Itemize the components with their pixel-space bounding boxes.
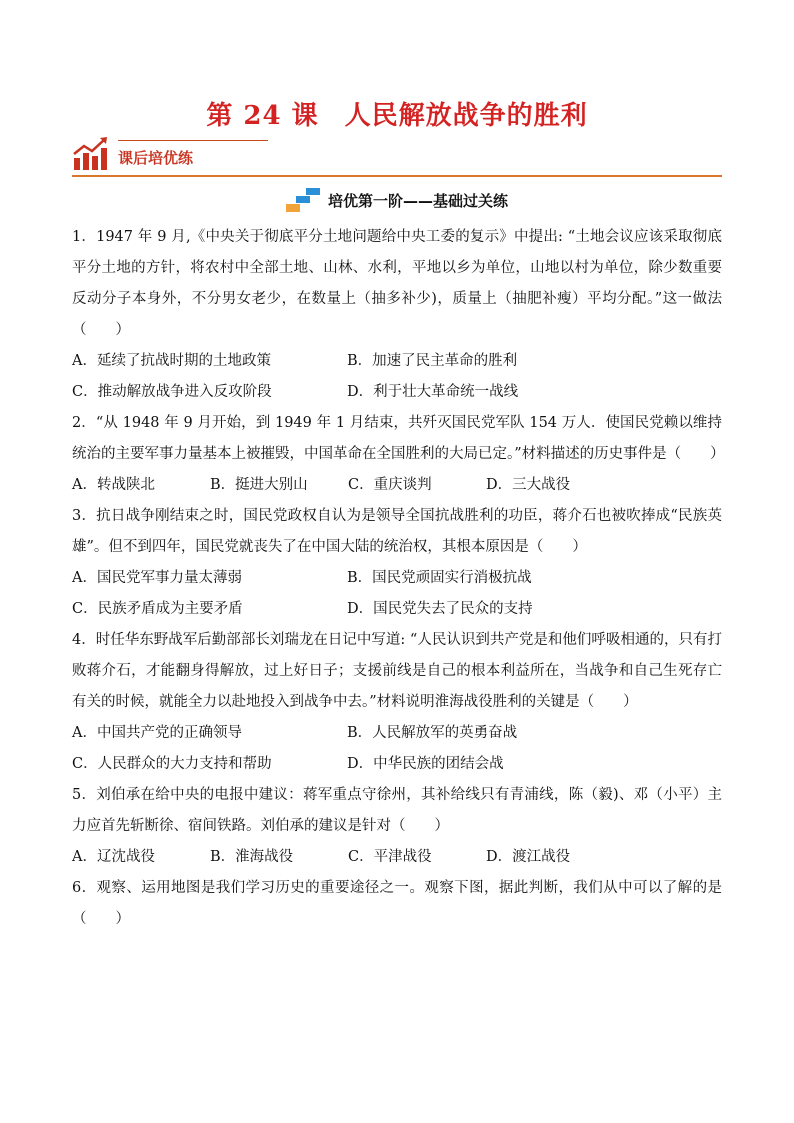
option-c: C．平津战役 (348, 849, 432, 865)
question-list (72, 222, 725, 935)
question-stem: 1．1947 年 9 月,《中央关于彻底平分土地问题给中央工委的复示》中提出: “土地会议应该采取彻底平分土地的方针，将农村中全部土地、山林、水利，平地以乡为单位，山地以村为单位，除少数重要反动分子本身外，不分男女老少，在数量上（抽多补少)，质量上（抽肥补瘦）平均分配。”这一做法（ ） (72, 229, 722, 338)
option-b: B．挺进大别山 (210, 477, 308, 493)
steps-icon (286, 188, 320, 214)
question-stem: 2．“从 1948 年 9 月开始，到 1949 年 1 月结束，共歼灭国民党军队 154 万人．使国民党赖以维持统治的主要军事力量基本上被摧毁，中国革命在全国胜利的大局已定。”材料描述的历史事件是（ ） (72, 415, 725, 462)
option-a: A．中国共产党的正确领导 (72, 725, 242, 741)
option-a: A．延续了抗战时期的土地政策 (72, 353, 271, 369)
title-main: 人民解放战争的胜利 (344, 101, 588, 131)
question-stem: 5．刘伯承在给中央的电报中建议：蒋军重点守徐州，其补给线只有青浦线，陈（毅)、邓（小平）主力应首先斩断徐、宿间铁路。刘伯承的建议是针对（ ） (72, 787, 722, 834)
section-banner (72, 134, 722, 178)
option-b: B．加速了民主革命的胜利 (347, 353, 518, 369)
chart-growth-icon (72, 136, 108, 172)
option-c: C．重庆谈判 (348, 477, 432, 493)
page-title (0, 96, 794, 136)
option-a: A．国民党军事力量太薄弱 (72, 570, 242, 586)
option-b: B．人民解放军的英勇奋战 (347, 725, 518, 741)
option-c: C．推动解放战争进入反攻阶段 (72, 384, 272, 400)
option-d: D．渡江战役 (486, 849, 571, 865)
banner-label: 课后培优练 (118, 149, 194, 167)
option-c: C．民族矛盾成为主要矛盾 (72, 601, 243, 617)
question-6 (72, 873, 722, 935)
question-stem: 4．时任华东野战军后勤部部长刘瑞龙在日记中写道: “人民认识到共产党是和他们呼吸相通的，只有打败蒋介石，才能翻身得解放，过上好日子；支援前线是自己的根本利益所在，当战争和自己生死存亡有关的时候，就能全力以赴地投入到战争中去。”材料说明淮海战役胜利的关键是（ ） (72, 632, 722, 710)
option-d: D．三大战役 (486, 477, 571, 493)
section-title: 培优第一阶——基础过关练 (327, 192, 508, 210)
question-3 (72, 501, 722, 625)
banner-divider (72, 175, 722, 177)
question-stem: 3．抗日战争刚结束之时，国民党政权自认为是领导全国抗战胜利的功臣，蒋介石也被吹捧成“民族英雄”。但不到四年，国民党就丧失了在中国大陆的统治权，其根本原因是（ ） (72, 508, 722, 555)
option-d: D．利于壮大革命统一战线 (347, 384, 519, 400)
question-5 (72, 780, 722, 873)
option-b: B．国民党顽固实行消极抗战 (347, 570, 532, 586)
title-lesson: 第 24 课 (206, 101, 319, 131)
option-a: A．辽沈战役 (72, 849, 155, 865)
banner-top-line (118, 140, 268, 141)
question-2 (72, 408, 725, 501)
option-d: D．国民党失去了民众的支持 (347, 601, 533, 617)
option-a: A．转战陕北 (72, 477, 155, 493)
question-1 (72, 222, 722, 408)
question-stem: 6．观察、运用地图是我们学习历史的重要途径之一。观察下图，据此判断，我们从中可以了解的是（ ） (72, 880, 722, 927)
option-c: C．人民群众的大力支持和帮助 (72, 756, 272, 772)
option-b: B．淮海战役 (210, 849, 294, 865)
option-d: D．中华民族的团结会战 (347, 756, 504, 772)
question-4 (72, 625, 722, 780)
section-heading (0, 186, 794, 216)
